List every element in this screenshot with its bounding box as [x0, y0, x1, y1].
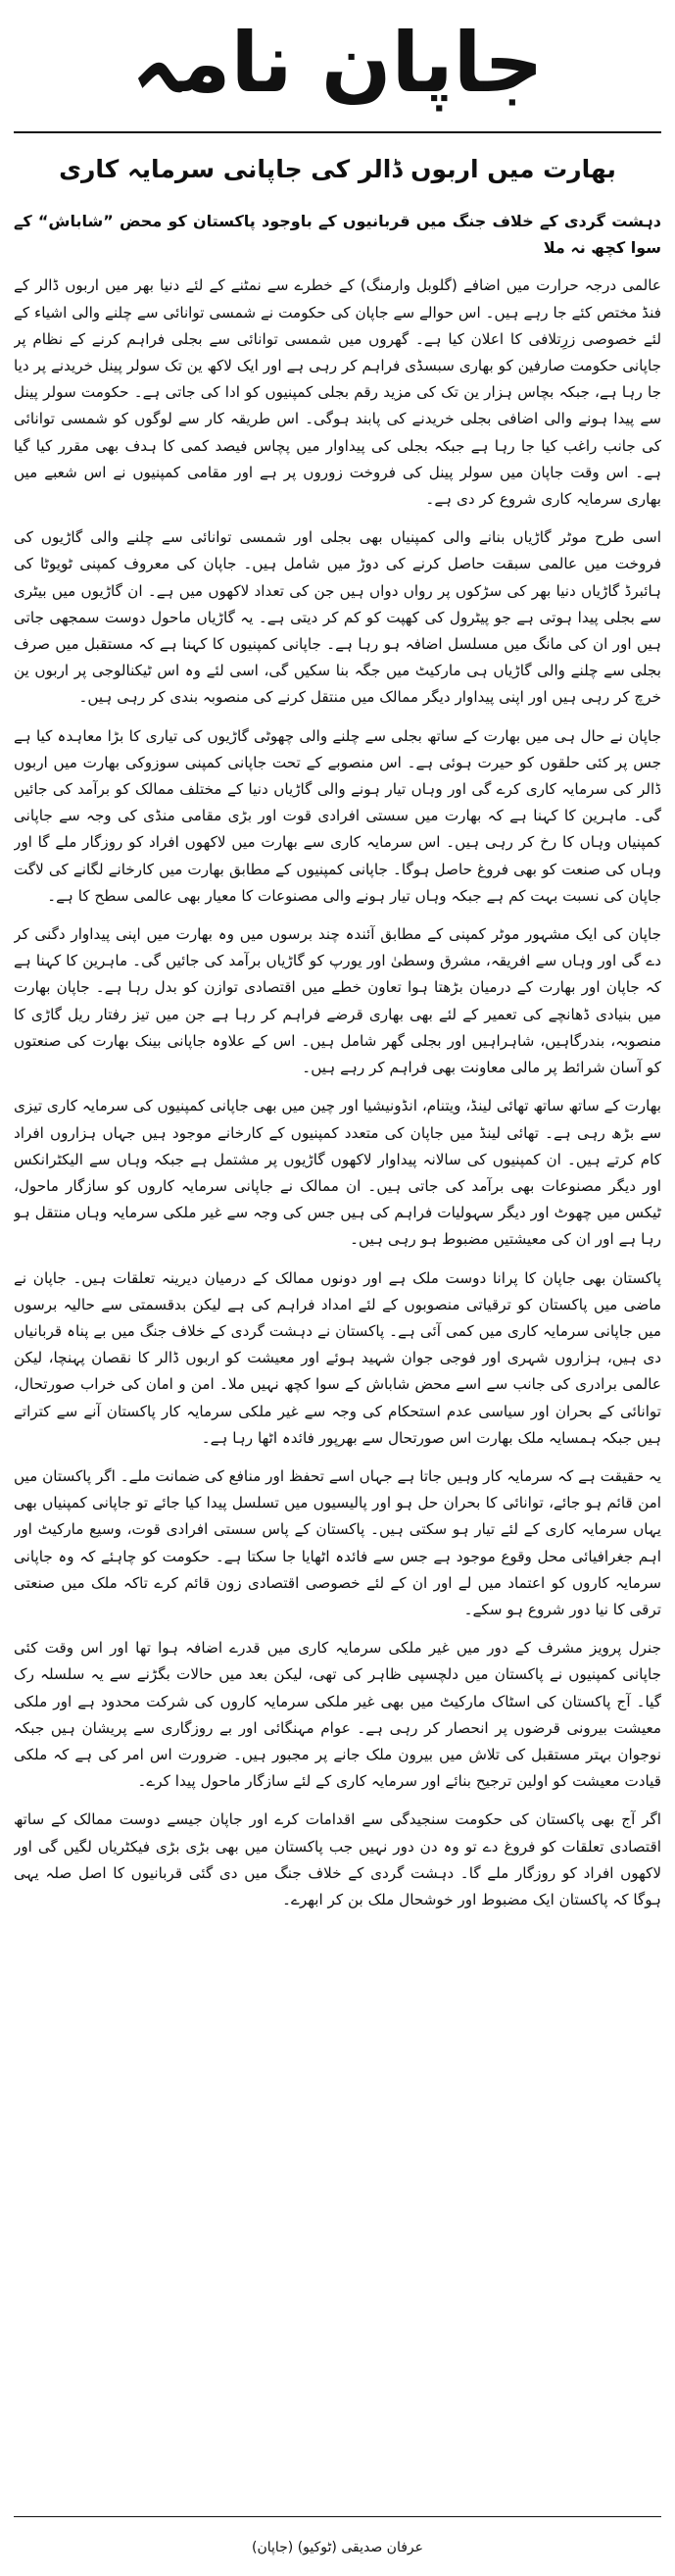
masthead — [0, 0, 675, 125]
article-lead: دہشت گردی کے خلاف جنگ میں قربانیوں کے باوجود پاکستان کو محض ”شاباش“ کے سوا کچھ نہ ملا — [14, 212, 661, 258]
article-paragraph: جنرل پرویز مشرف کے دور میں غیر ملکی سرمایہ کاری میں قدرے اضافہ ہوا تھا اور اس وقت کئی جاپانی کمپنیوں نے پاکستان میں دلچسپی ظاہر کی تھی، لیکن بعد میں حالات بگڑنے سے یہ سلسلہ رک گیا۔ آج پاکستان کی اسٹاک مارکیٹ میں بھی غیر ملکی سرمایہ کاروں کی شرکت محدود ہے اور ملکی معیشت بیرونی قرضوں پر انحصار کر رہی ہے۔ عوام مہنگائی اور بے روزگاری سے پریشان ہیں جبکہ نوجوان بہتر مستقبل کی تلاش میں بیرون ملک جانے پر مجبور ہیں۔ ضرورت اس امر کی ہے کہ ملکی قیادت معیشت کو اولین ترجیح بنائے اور سرمایہ کاری کے لئے سازگار ماحول پیدا کرے۔ — [14, 1639, 661, 1791]
article-body — [14, 208, 661, 2511]
masthead-divider — [14, 131, 661, 133]
article-paragraph: بھارت کے ساتھ ساتھ تھائی لینڈ، ویتنام، انڈونیشیا اور چین میں بھی جاپانی کمپنیوں کی سرمایہ کاری تیزی سے بڑھ رہی ہے۔ تھائی لینڈ میں جاپان کی متعدد کمپنیوں کے کارخانے موجود ہیں جہاں ہزاروں افراد کام کرتے ہیں۔ ان کمپنیوں کی سالانہ پیداوار لاکھوں گاڑیوں پر مشتمل ہے جبکہ وہاں سے الیکٹرانکس اور دیگر مصنوعات بھی برآمد کی جاتی ہیں۔ ان ممالک نے جاپانی سرمایہ کاروں کو سازگار ماحول، ٹیکس میں چھوٹ اور دیگر سہولیات فراہم کی ہیں جس کی وجہ سے غیر ملکی سرمایہ وہاں منتقل ہو رہا ہے اور ان کی معیشتیں مضبوط ہو رہی ہیں۔ — [14, 1097, 661, 1249]
article-paragraph: عالمی درجہ حرارت میں اضافے (گلوبل وارمنگ) کے خطرے سے نمٹنے کے لئے دنیا بھر میں اربوں ڈالر کے فنڈ مختص کئے جا رہے ہیں۔ اس حوالے سے جاپان کی حکومت نے شمسی توانائی سے چلنے والی اشیاء کے لئے خصوصی زرِتلافی کا اعلان کیا ہے۔ گھروں میں شمسی توانائی سے بجلی فراہم کرنے کے نظام پر جاپانی حکومت صارفین کو بھاری سبسڈی فراہم کر رہی ہے اور ایک لاکھ ین تک سولر پینل خریدنے پر دیا جا رہا ہے، جبکہ بچاس ہزار ین تک کی مزید رقم بجلی کمپنیوں کو ادا کی جاتی ہے۔ حکومت سولر پینل سے پیدا ہونے والی اضافی بجلی خریدنے کی پابند ہوگی۔ اس طریقہ کار سے لوگوں کو شمسی توانائی کی جانب راغب کیا جا رہا ہے جبکہ بجلی کی پیداوار میں پچاس فیصد کمی کا ہدف بھی مقرر کیا گیا ہے۔ اس وقت جاپان میں سولر پینل کی فروخت زوروں پر ہے اور مقامی کمپنیوں نے اس شعبے میں بھاری سرمایہ کاری شروع کر دی ہے۔ — [14, 276, 661, 509]
byline-divider — [14, 2516, 661, 2517]
article-paragraph: یہ حقیقت ہے کہ سرمایہ کار وہیں جاتا ہے جہاں اسے تحفظ اور منافع کی ضمانت ملے۔ اگر پاکستان میں امن قائم ہو جائے، توانائی کا بحران حل ہو اور پالیسیوں میں تسلسل پیدا کیا جائے تو جاپانی کمپنیاں بھی یہاں سرمایہ کاری کے لئے تیار ہو سکتی ہیں۔ پاکستان کے پاس سستی افرادی قوت، وسیع مارکیٹ اور اہم جغرافیائی محل وقوع موجود ہے جس سے فائدہ اٹھایا جا سکتا ہے۔ حکومت کو چاہئے کہ وہ جاپانی سرمایہ کاروں کو اعتماد میں لے اور ان کے لئے خصوصی اقتصادی زون قائم کرے تاکہ ملک میں صنعتی ترقی کا نیا دور شروع ہو سکے۔ — [14, 1466, 661, 1618]
article-paragraph: جاپان نے حال ہی میں بھارت کے ساتھ بجلی سے چلنے والی چھوٹی گاڑیوں کی تیاری کا بڑا معاہدہ کیا ہے جس پر کئی حلقوں کو حیرت ہوئی ہے۔ اس منصوبے کے تحت جاپانی کمپنی سوزوکی بھارت میں اربوں ڈالر کی سرمایہ کاری کرے گی اور وہاں تیار ہونے والی گاڑیاں دنیا کے مختلف ممالک کو برآمد کی جائیں گی۔ ماہرین کا کہنا ہے کہ بھارت میں سستی افرادی قوت اور بڑی مقامی منڈی کی وجہ سے جاپانی کمپنیاں وہاں کا رخ کر رہی ہیں۔ اس سرمایہ کاری سے بھارت میں لاکھوں افراد کو روزگار ملے گا اور وہاں کی صنعت کو بھی فروغ حاصل ہوگا۔ جاپانی کمپنیوں کے مطابق بھارت میں کارخانے لگانے کی لاگت جاپان کی نسبت بہت کم ہے جبکہ وہاں تیار ہونے والی مصنوعات کا معیار بھی عالمی سطح کا ہے۔ — [14, 726, 661, 905]
masthead-title: جاپان نامہ — [131, 15, 544, 111]
article-paragraph: جاپان کی ایک مشہور موٹر کمپنی کے مطابق آئندہ چند برسوں میں وہ بھارت میں اپنی پیداوار دگنی کر دے گی اور وہاں سے افریقہ، مشرق وسطیٰ اور یورپ کو گاڑیاں برآمد کی جائیں گی۔ ماہرین کا کہنا ہے کہ جاپان اور بھارت کے درمیان بڑھتا ہوا تعاون خطے میں اقتصادی توازن کو بدل رہا ہے۔ جاپان بھارت میں بنیادی ڈھانچے کی تعمیر کے لئے بھی بھاری قرضے فراہم کر رہا ہے جن میں تیز رفتار ریل گاڑی کا منصوبہ، بندرگاہیں، شاہراہیں اور بجلی گھر شامل ہیں۔ اس کے علاوہ جاپانی بینک بھارت کی صنعتوں کو آسان شرائط پر مالی معاونت بھی فراہم کر رہے ہیں۔ — [14, 925, 661, 1077]
article-paragraph: پاکستان بھی جاپان کا پرانا دوست ملک ہے اور دونوں ممالک کے درمیان دیرینہ تعلقات ہیں۔ جاپان نے ماضی میں پاکستان کو ترقیاتی منصوبوں کے لئے امداد فراہم کی ہے لیکن بدقسمتی سے حالیہ برسوں میں جاپانی سرمایہ کاری میں کمی آئی ہے۔ پاکستان نے دہشت گردی کے خلاف جنگ میں بے پناہ قربانیاں دی ہیں، ہزاروں شہری اور فوجی جوان شہید ہوئے اور معیشت کو اربوں ڈالر کا نقصان پہنچا، لیکن عالمی برادری کی جانب سے اسے محض شاباش کے سوا کچھ نہیں ملا۔ امن و امان کی خراب صورتحال، توانائی کے بحران اور سیاسی عدم استحکام کی وجہ سے غیر ملکی سرمایہ کار پاکستان آنے سے کتراتے ہیں جبکہ ہمسایہ ملک بھارت اس صورتحال سے بھرپور فائدہ اٹھا رہا ہے۔ — [14, 1268, 661, 1447]
article-paragraph: اگر آج بھی پاکستان کی حکومت سنجیدگی سے اقدامات کرے اور جاپان جیسے دوست ممالک کے ساتھ اقتصادی تعلقات کو فروغ دے تو وہ دن دور نہیں جب پاکستان میں بھی بڑی بڑی فیکٹریاں لگیں گی اور لاکھوں افراد کو روزگار ملے گا۔ دہشت گردی کے خلاف جنگ میں دی گئی قربانیوں کا اصل صلہ یہی ہوگا کہ پاکستان ایک مضبوط اور خوشحال ملک بن کر ابھرے۔ — [14, 1810, 661, 1908]
article-byline: عرفان صدیقی (ٹوکیو) (جاپان) — [251, 2540, 423, 2555]
article-paragraph: اسی طرح موٹر گاڑیاں بنانے والی کمپنیاں بھی بجلی اور شمسی توانائی سے چلنے والی گاڑیوں کی فروخت میں عالمی سبقت حاصل کرنے کی دوڑ میں شامل ہیں۔ جاپان کی معروف کمپنی ٹویوٹا کی ہائبرڈ گاڑیاں دنیا بھر کی سڑکوں پر رواں دواں ہیں جن کی تعداد لاکھوں میں ہے۔ ان گاڑیوں میں بیٹری سے بجلی پیدا ہوتی ہے جو پیٹرول کی کھپت کو کم کر دیتی ہے۔ یہ گاڑیاں ماحول دوست سمجھی جاتی ہیں اور ان کی مانگ میں مسلسل اضافہ ہو رہا ہے۔ جاپانی کمپنیوں کا کہنا ہے کہ مستقبل میں صرف بجلی سے چلنے والی گاڑیاں ہی مارکیٹ میں جگہ بنا سکیں گی، اسی لئے وہ اس ٹیکنالوجی پر اربوں ین خرچ کر رہی ہیں اور اپنی پیداوار دیگر ممالک میں منتقل کرنے کی منصوبہ بندی کر رہی ہیں۔ — [14, 528, 661, 707]
article-headline: بھارت میں اربوں ڈالر کی جاپانی سرمایہ کاری — [59, 155, 616, 183]
